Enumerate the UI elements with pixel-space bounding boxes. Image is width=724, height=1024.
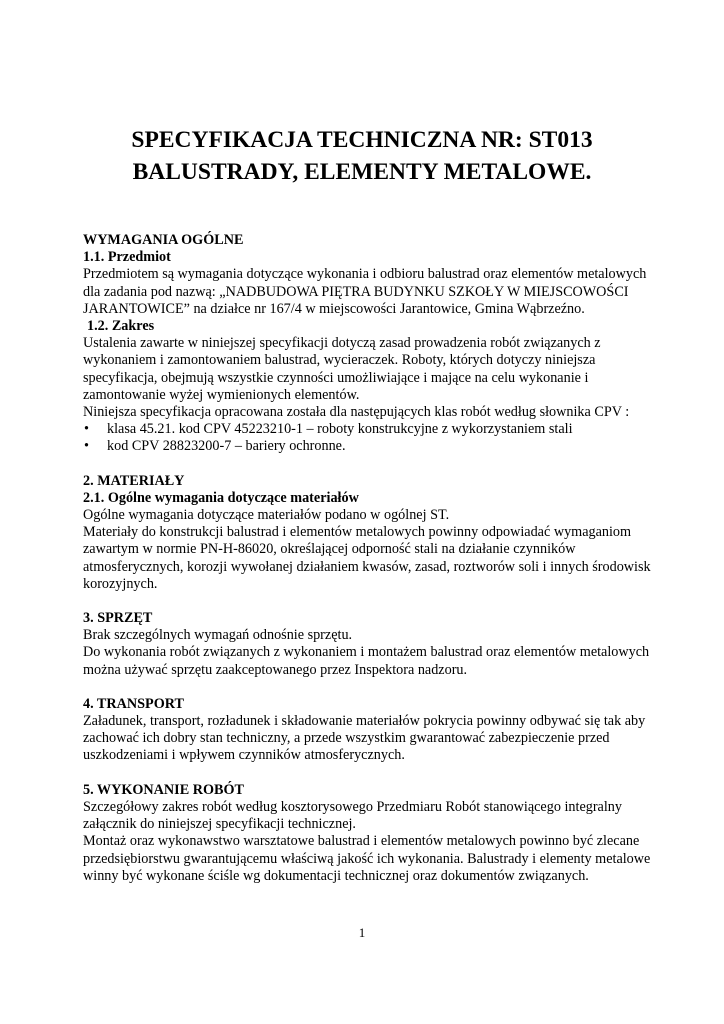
paragraph-cpv-intro: Niniejsza specyfikacja opracowana została dla następujących klas robót według słownika CPV :: [83, 404, 630, 421]
section-spacer: [83, 456, 663, 473]
paragraph-equipment-1: Brak szczególnych wymagań odnośnie sprzętu.: [83, 627, 353, 644]
subheading-materials-general: 2.1. Ogólne wymagania dotyczące materiałów: [83, 489, 359, 506]
section-spacer: [83, 765, 663, 782]
section-heading-transport: 4. TRANSPORT: [83, 695, 184, 712]
section-heading-equipment: 3. SPRZĘT: [83, 610, 153, 627]
section-execution: [83, 782, 663, 885]
cpv-item-text: klasa 45.21. kod CPV 45223210-1 – roboty konstrukcyjne z wykorzystaniem stali: [107, 421, 573, 438]
section-heading-execution: 5. WYKONANIE ROBÓT: [83, 781, 244, 798]
section-materials: [83, 473, 663, 593]
paragraph-transport: Załadunek, transport, rozładunek i składowanie materiałów pokrycia powinny odbywać się tak aby zachować ich dobry stan techniczny, a przede wszystkim gwarantować zabezpieczenie przed uszkodzeniami i wpływem czynników atmosferycznych.: [83, 713, 646, 764]
document-title-line-2: BALUSTRADY, ELEMENTY METALOWE.: [132, 159, 592, 185]
cpv-item-text: kod CPV 28823200-7 – bariery ochronne.: [107, 438, 346, 455]
section-spacer: [83, 593, 663, 610]
document-title-line-1: SPECYFIKACJA TECHNICZNA NR: ST013: [131, 127, 593, 153]
paragraph-materials-1: Ogólne wymagania dotyczące materiałów podano w ogólnej ST.: [83, 507, 450, 524]
bullet-icon: •: [84, 438, 89, 455]
section-heading-general: WYMAGANIA OGÓLNE: [83, 232, 244, 248]
page-number: 1: [358, 925, 366, 940]
list-item: [83, 421, 663, 438]
paragraph-execution-1: Szczegółowy zakres robót według kosztorysowego Przedmiaru Robót stanowiącego integralny załącznik do niniejszej specyfikacji technicznej.: [83, 798, 622, 833]
subheading-scope: 1.2. Zakres: [87, 318, 155, 335]
section-heading-materials: 2. MATERIAŁY: [83, 472, 185, 489]
paragraph-materials-2: Materiały do konstrukcji balustrad i elementów metalowych powinny odpowiadać wymaganiom zawartym w normie PN-H-86020, określającej odporność stali na działanie czynników atmosferycznych, korozji wywołanej działaniem kwasów, zasad, roztworów soli i innych środowisk korozyjnych.: [83, 524, 651, 592]
section-transport: [83, 696, 663, 765]
paragraph-equipment-2: Do wykonania robót związanych z wykonaniem i montażem balustrad oraz elementów metalowych można używać sprzętu zaakceptowanego przez Inspektora nadzoru.: [83, 644, 650, 678]
list-item: [83, 438, 663, 455]
paragraph-subject: Przedmiotem są wymagania dotyczące wykonania i odbioru balustrad oraz elementów metalowych dla zadania pod nazwą: „NADBUDOWA PIĘTRA BUDYNKU SZKOŁY W MIEJSCOWOŚCI JARANTOWICE” na działce nr 167/4 w miejscowości Jarantowice, Gmina Wąbrzeźno.: [83, 266, 647, 317]
section-general-requirements: [83, 232, 663, 456]
paragraph-scope: Ustalenia zawarte w niniejszej specyfikacji dotyczą zasad prowadzenia robót związanych z wykonaniem i zamontowaniem balustrad, wycieraczek. Roboty, których dotyczy niniejsza specyfikacja, obejmują wszystkie czynności umożliwiające i mające na celu wykonanie i zamontowanie wyżej wymienionych elementów.: [83, 335, 601, 403]
bullet-icon: •: [84, 421, 89, 438]
document-body: [83, 232, 663, 885]
paragraph-execution-2: Montaż oraz wykonawstwo warsztatowe balustrad i elementów metalowych powinno być zlecane przedsiębiorstwu gwarantującemu właściwą jakość ich wykonania. Balustrady i elementy metalowe winny być wykonane ściśle wg dokumentacji technicznej oraz dokumentów związanych.: [83, 833, 651, 884]
section-equipment: [83, 610, 663, 679]
subheading-subject: 1.1. Przedmiot: [83, 249, 171, 266]
cpv-list: [83, 421, 663, 455]
section-spacer: [83, 679, 663, 696]
